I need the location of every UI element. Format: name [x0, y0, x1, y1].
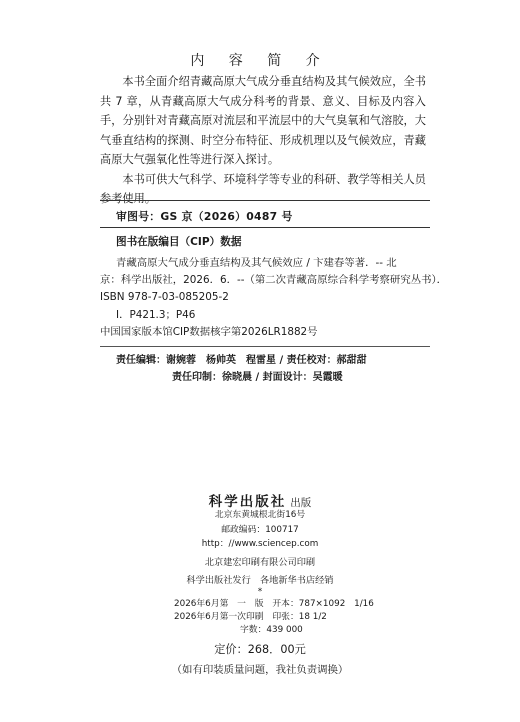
- separator-star: *: [257, 587, 263, 597]
- edition-line: 2026年6月第 一 版 开本：787×1092 1/16: [174, 599, 374, 609]
- isbn: ISBN 978-7-03-085205-2: [100, 291, 229, 304]
- printing-line: 2026年6月第一次印刷 印张：18 1/2: [174, 611, 327, 622]
- cip-record-number: 中国国家版本馆CIP数据核字第2026LR1882号: [100, 325, 318, 338]
- word-count: 字数：439 000: [240, 624, 303, 635]
- credits-row: 责任编辑：谢婉蓉 杨帅英 程雷星 / 责任校对：郝甜甜: [116, 355, 367, 366]
- publisher-suffix: 出版: [290, 497, 312, 509]
- publisher-name: [0, 490, 520, 510]
- divider-approval: [100, 227, 430, 228]
- cip-heading: 图书在版编目（CIP）数据: [116, 236, 242, 248]
- page-title: 内 容 简 介: [190, 53, 330, 69]
- publisher-contact: [0, 508, 520, 552]
- distributor: 科学出版社发行 各地新华书店经销: [186, 575, 334, 586]
- editorial-credits: [116, 352, 436, 386]
- price: 定价：268．00元: [214, 643, 306, 656]
- book-introduction: [100, 72, 426, 209]
- quality-notice: （如有印装质量问题，我社负责调换）: [171, 664, 349, 676]
- publisher-postcode: 邮政编码：100717: [221, 524, 299, 535]
- edition-info: [174, 598, 374, 636]
- map-approval-number: 审图号：GS 京（2026）0487 号: [116, 210, 293, 223]
- cip-data: [100, 255, 448, 341]
- publisher-website: http：//www.sciencep.com: [201, 539, 319, 549]
- cip-line: 京：科学出版社，2026．6．--（第二次青藏高原综合科学考察研究丛书）．: [100, 274, 448, 287]
- intro-paragraph-1: 本书全面介绍青藏高原大气成分垂直结构及其气候效应，全书共 7 章，从青藏高原大气成分科考的背景、意义、目标及内容入手，分别针对青藏高原对流层和平流层中的大气臭氧和气溶胶，大气垂直结构的探测、时空分布特征、形成机理以及气候效应，青藏高原大气强氧化性等进行深入探讨。: [100, 75, 426, 166]
- publisher-logo-text: 科学出版社: [208, 494, 287, 510]
- divider-cip: [100, 346, 430, 347]
- credits-row: 责任印制：徐晓晨 / 封面设计：吴霞暖: [172, 372, 343, 383]
- publisher-address: 北京东黄城根北街16号: [214, 510, 306, 520]
- classification-numbers: Ⅰ．P421.3；P46: [116, 308, 196, 321]
- printer: 北京建宏印刷有限公司印刷: [204, 557, 316, 568]
- divider-top: [100, 200, 430, 201]
- intro-paragraph-2: 本书可供大气科学、环境科学等专业的科研、教学等相关人员参考使用。: [100, 172, 426, 205]
- cip-line: 青藏高原大气成分垂直结构及其气候效应 / 卞建春等著．-- 北: [116, 257, 397, 269]
